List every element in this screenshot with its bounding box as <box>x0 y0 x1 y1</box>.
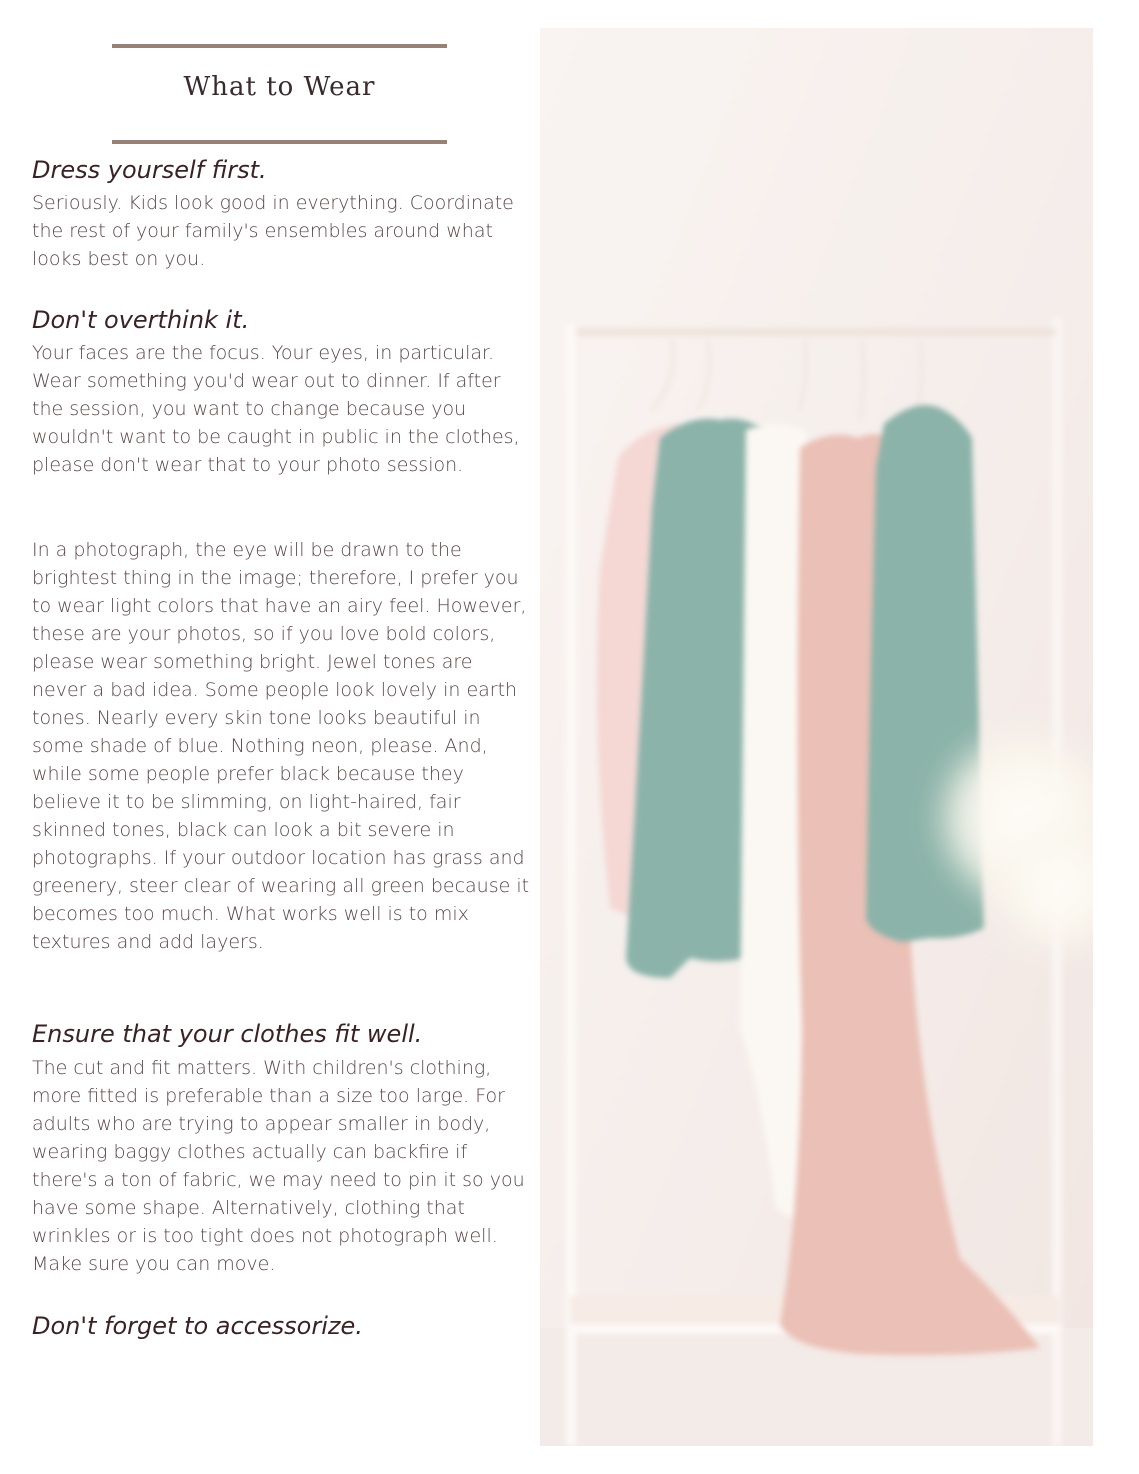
page-title: What to Wear <box>183 72 376 102</box>
section-heading-dont-overthink: Don't overthink it. <box>32 306 250 334</box>
section-body-colors: In a photograph, the eye will be drawn to the brightest thing in the image; therefore, I prefer you to wear light colors that have an airy feel. However, these are your photos, so if you love bold colors, please wear something bright. Jewel tones are never a bad idea. Some people look lovely in earth tones. Nearly every skin tone looks beautiful in some shade of blue. Nothing neon, please. And, while some people prefer black because they believe it to be slimming, on light-haired, fair skinned tones, black can look a bit severe in photographs. If your outdoor location has grass and greenery, steer clear of wearing all green because it becomes too much. What works well is to mix textures and add layers. <box>32 539 530 953</box>
section-body-dress-first: Seriously. Kids look good in everything. Coordinate the rest of your family's ensembles around what looks best on you. <box>32 192 514 270</box>
section-heading-fit-well: Ensure that your clothes fit well. <box>32 1020 423 1048</box>
title-rule-top <box>112 44 447 48</box>
section-heading-dress-first: Dress yourself first. <box>32 156 267 184</box>
section-heading-accessorize: Don't forget to accessorize. <box>32 1312 363 1340</box>
title-rule-bottom <box>112 140 447 144</box>
clothing-rack-photo <box>540 28 1093 1446</box>
section-body-fit-well: The cut and fit matters. With children's clothing, more fitted is preferable than a size too large. For adults who are trying to appear smaller in body, wearing baggy clothes actually can backfire if there's a ton of fabric, we may need to pin it so you have some shape. Alternatively, clothing that wrinkles or is too tight does not photograph well. Make sure you can move. <box>32 1057 525 1275</box>
section-body-dont-overthink: Your faces are the focus. Your eyes, in particular. Wear something you'd wear out to dinner. If after the session, you want to change because you wouldn't want to be caught in public in the clothes, please don't wear that to your photo session. <box>32 342 520 476</box>
